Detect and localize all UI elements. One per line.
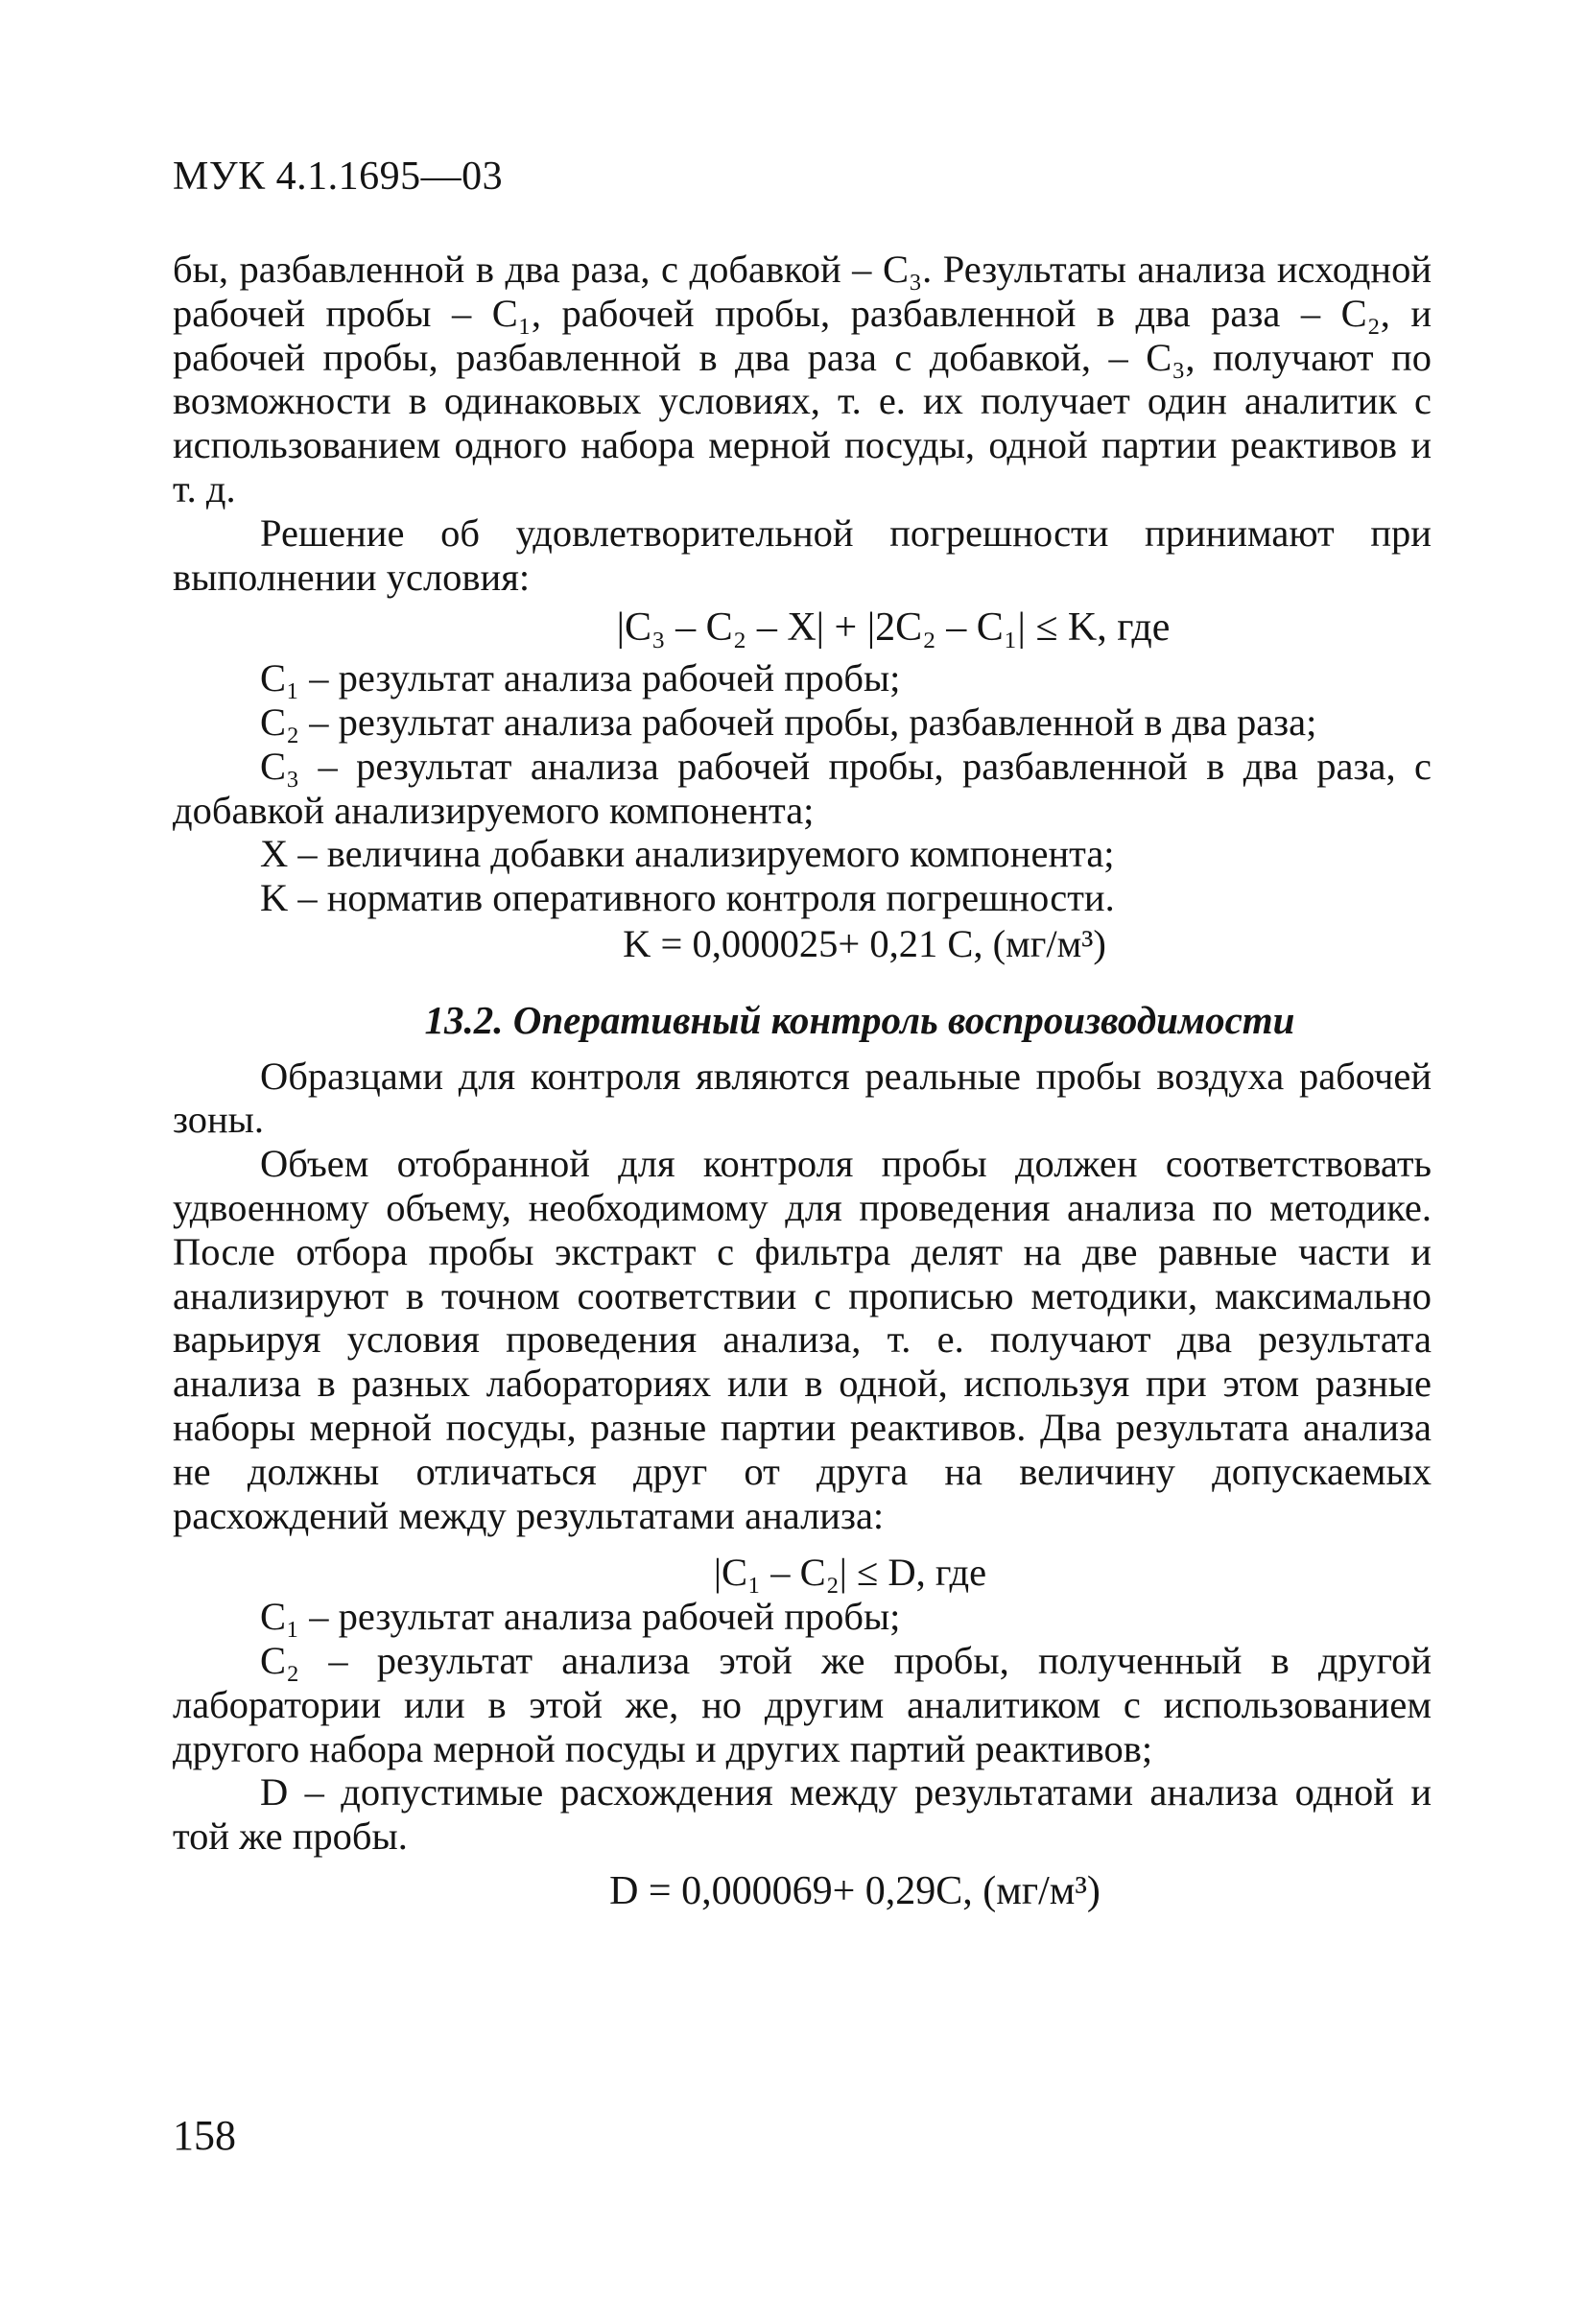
samples-paragraph: Образцами для контроля являются реальные пробы воздуха рабочей зоны. xyxy=(173,1054,1432,1142)
decision-paragraph: Решение об удовлетворительной погрешности принимают при выполнении условия: xyxy=(173,510,1432,599)
definition-c3: C₃ – результат анализа рабочей пробы, разбавленной в два раза, с добавкой анализируемого компонента; xyxy=(173,744,1432,832)
reproducibility-condition-formula: |C₁ – C₂| ≤ D, где xyxy=(713,1551,987,1595)
definition-d: D – допустимые расхождения между результатами анализа одной и той же пробы. xyxy=(173,1770,1432,1859)
intro-paragraph: бы, разбавленной в два раза, с добавкой – C₃. Результаты анализа исходной рабочей пробы – C₁, рабочей пробы, разбавленной в два раза – C₂, и рабочей пробы, разбавленной в два раза с добавкой, – C₃, получают по возможности в одинаковых условиях, т. е. их получает один аналитик с использованием одного набора мерной посуды, одной партии реактивов и т. д. xyxy=(173,248,1432,510)
definition-c1: C₁ – результат анализа рабочей пробы; xyxy=(260,656,901,700)
accuracy-condition-formula: |C₃ – C₂ – X| + |2C₂ – C₁| ≤ K, где xyxy=(616,605,1171,651)
definition-k: K – норматив оперативного контроля погрешности. xyxy=(260,876,1115,920)
definition-c2-repro: C₂ – результат анализа этой же пробы, полученный в другой лаборатории или в этой же, но другим аналитиком с использованием другого набора мерной посуды и других партий реактивов; xyxy=(173,1638,1432,1770)
section-title: 13.2. Оперативный контроль воспроизводимости xyxy=(424,997,1295,1042)
volume-paragraph: Объем отобранной для контроля пробы должен соответствовать удвоенному объему, необходимому для проведения анализа по методике. После отбора пробы экстракт с фильтра делят на две равные части и анализируют в точном соответствии с прописью методики, максимально варьируя условия проведения анализа, т. е. получают два результата анализа в разных лабораториях или в одной, используя при этом разные наборы мерной посуды, разные партии реактивов. Два результата анализа не должны отличаться друг от друга на величину допускаемых расхождений между результатами анализа: xyxy=(173,1142,1432,1537)
d-norm-formula: D = 0,000069+ 0,29C, (мг/м³) xyxy=(609,1868,1101,1913)
document-body xyxy=(173,248,1432,1914)
definition-c2: C₂ – результат анализа рабочей пробы, разбавленной в два раза; xyxy=(260,700,1317,744)
page-number: 158 xyxy=(173,2112,236,2159)
k-norm-formula: K = 0,000025+ 0,21 C, (мг/м³) xyxy=(623,921,1106,965)
document-header: МУК 4.1.1695—03 xyxy=(173,154,504,199)
definition-x: X – величина добавки анализируемого компонента; xyxy=(260,832,1115,876)
definition-c1-repro: C₁ – результат анализа рабочей пробы; xyxy=(260,1595,901,1639)
